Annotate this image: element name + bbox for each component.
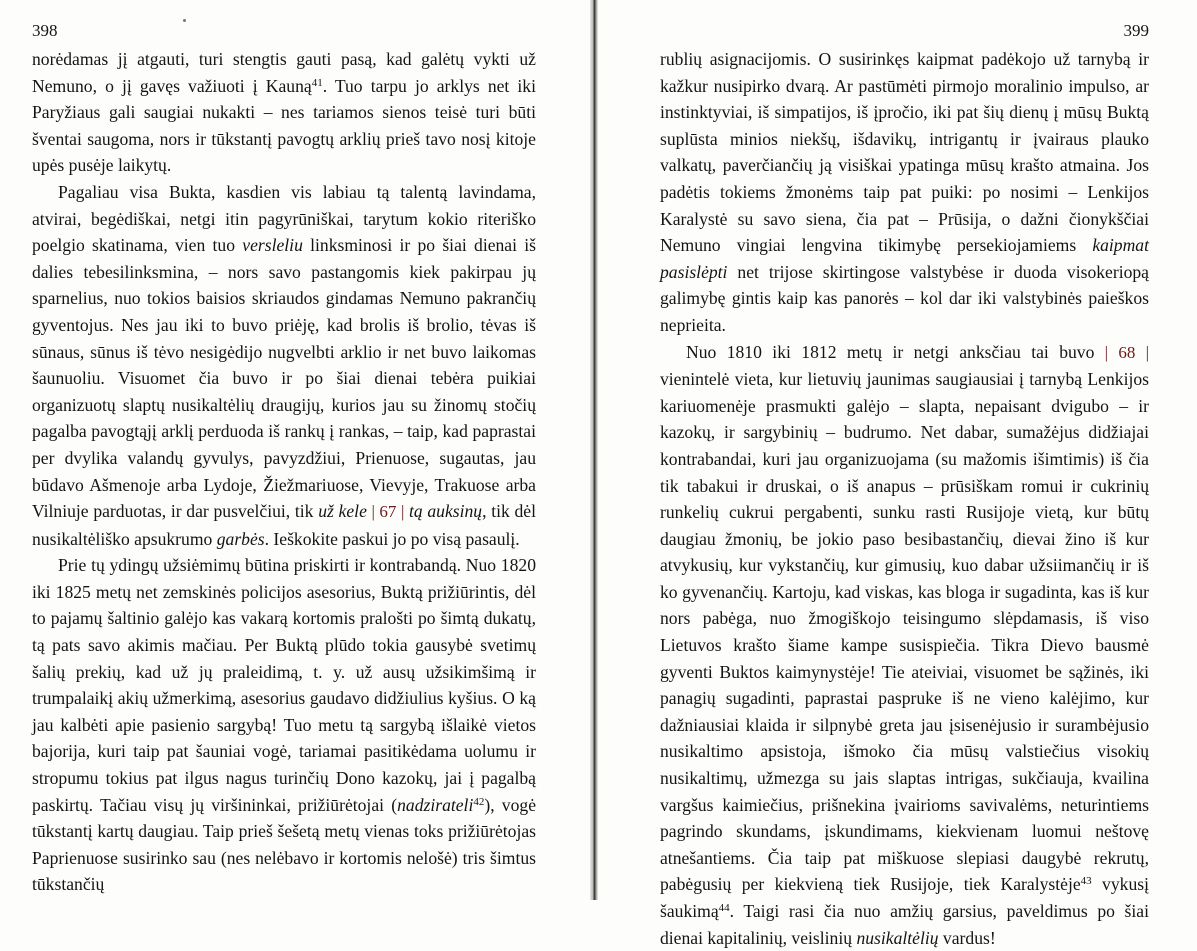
text-run: Nuo 1810 iki 1812 metų ir netgi anksčiau tai buvo (686, 341, 1095, 362)
paragraph (32, 46, 536, 179)
italic-term: už kele (318, 501, 367, 522)
italic-term: kaipmat pasislėpti (660, 235, 1149, 282)
italic-term: garbės (216, 528, 265, 549)
book-gutter (590, 0, 598, 900)
text-run: rublių asignacijomis. O susirinkęs kaipmat padėkojo už tarnybą ir kažkur nusipirko dvarą. Ar pastūmėti pirmojo moralinio impulso, ar instinktyviai, iš simpatijos, iš įpročio, iki pat šių dienų į mūsų Buktą suplūsta minios niekšų, išdavikų, intrigantų ir įvairaus plauko valkatų, paverčiančių ją visiškai ypatinga mūsų krašto atmaina. Jos padėtis tokiems žmonėms taip pat puiki: po nosimi – Lenkijos Karalystė su savo siena, čia pat – Prūsija, o dažni čionykščiai Nemuno vingiai lengvina tikimybę persekiojamiems (660, 49, 1149, 256)
text-run: vienintelė vieta, kur lietuvių jaunimas saugiausiai į tarnybą Lenkijos kariuomenėje prasmukti galėjo – slapta, nepaisant dvigubo – ir kazokų, ir sargybinių – budrumo. Net dabar, sumažėjus didžiajai kontrabandai, kuri jau organizuojama (su mažomis išimtimis) iš čia tik tabakui ir druskai, o iš anapus – prūsiškam romui ir cukrinių runkelių cukrui pergabenti, sunku rasti Rusijoje vietą, kur būtų daugiau žmonių, be jokio paso besibastančių, dievai žino iš kur atvykusių, kur vykstančių, kur gimusių, kuo dabar užsiimančių ir iš ko gyvenančių. Kartoju, kad viskas, kas bloga ir sugadinta, kas iš kur nors pabėga, nuo žmogiškojo teisingumo slėpdamasis, iš viso Lietuvos krašto šiame kampe susispiečia. Tikra Dievo bausmė gyventi Buktos kaimynystėje! Tie ateiviai, visuomet be sąžinės, iki panagių sugadinti, paprastai paspruke iš ne vieno kalėjimo, kur dažniausiai klaida ir silpnybė greta jau įsisenėjusio ir surambėjusio nusikaltimo apsistoja, išmoko čia mūsų valstiečius visokių nusikaltimų, užmezga su jais slaptas intrigas, sukčiauja, kvailina vargšus kaimiečius, prišnekina įvairioms savivalėms, neturintiems pagrindo skundams, įskundimams, kiekvienam luomui neštovę atnešantiems. Čia taip pat miškuose slepiasi daugybė rekrutų, pabėgusių per kiekvieną tiek Rusijoje, tiek Karalystėje (660, 369, 1149, 895)
text-run: net trijose skirtingose valstybėse ir duoda visokeriopą galimybę gintis kaip kas panorės – kol dar iki valstybinės paieškos neprieita. (660, 261, 1149, 335)
text-run: vardus! (938, 927, 996, 948)
original-page-marker: | 68 | (1094, 342, 1150, 362)
footnote-ref: 41 (311, 76, 323, 89)
text-run: linksminosi ir po šiai dienai iš dalies tebesilinksmina, – nors savo pastangomis kiek pakirpau jų sparnelius, nuo tokios baisios skriaudos gindamas Nemuno pakrančių gyventojus. Nes jau iki to buvo priėję, kad brolis iš brolio, tėvas iš sūnaus, sūnus iš tėvo nesigėdijo nugvelbti arklio ir net buvo laikomas šaunuoliu. Visuomet čia buvo ir po šiai dienai tebėra puikiai organizuotų slaptų nusikaltėlių draugijų, kurios jau su žinomų stočių pagalba pavogtąjį arklį perduoda iš rankų į rankas, – taip, kad paprastai per dvylika valandų gyvulys, pavyzdžiui, Prienuose, sugautas, jau būdavo Ašmenoje arba Lydoje, Žiežmariuose, Vievyje, Trakuose arba Vilniuje parduotas, ir dar pusvelčiui, tik (32, 235, 536, 522)
paragraph (660, 46, 1149, 339)
print-speck (183, 19, 186, 22)
paragraph (32, 552, 536, 898)
italic-term: tą auksinų (408, 501, 483, 522)
page-number-left: 398 (32, 21, 58, 40)
italic-term: nadzirateli (397, 794, 474, 815)
text-run: . Tuo tarpu jo arklys net iki Paryžiaus gali saugiai nukakti – nes tariamos sienos teisė turi būti šventai saugoma, nors ir tūkstantį pavogtų arklių prieš tavo nosį kitoje upės pusėje laikytų. (32, 75, 536, 176)
text-run: vykusį šaukimą (660, 874, 1149, 921)
paragraph (660, 339, 1149, 951)
footnote-ref: 42 (473, 795, 485, 808)
text-run: Prie tų ydingų užsiėmimų būtina priskirti ir kontrabandą. Nuo 1820 iki 1825 metų net zemskinės policijos asesorius, Buktą prižiūrintis, dėl to pajamų šaltinio galėjo kas vakarą kortomis pralošti po šimtą dukatų, tą pats savo akimis mačiau. Per Buktą plūdo tokia gausybė svetimų šalių prekių, kad už jų praleidimą, t. y. už ausų užsikimšimą ir trumpalaikį akių užmerkimą, asesorius gaudavo didžiulius kyšius. O ką jau kalbėti apie pasienio sargybą! Tuo metu tą sargybą išlaikė vietos bajorija, kuri taip pat šauniai vogė, tariamai pasitikėdama uolumu ir stropumu tokius pat ilgus nagus turinčių Dono kazokų, jai į pagalbą paskirtų. Tačiau visų jų viršininkai, prižiūrėtojai ( (32, 555, 536, 815)
text-run: Pagaliau visa Bukta, kasdien vis labiau tą talentą lavindama, atvirai, begėdiškai, netgi itin pagyrūniškai, tarytum kokio riteriško poelgio skatinama, vien tuo (32, 181, 536, 256)
text-run: norėdamas jį atgauti, turi stengtis gauti pasą, kad galėtų vykti už Nemuno, o jį gavęs važiuoti į Kauną (32, 49, 536, 96)
footnote-ref: 43 (1080, 875, 1092, 888)
page-number-right: 399 (1123, 21, 1149, 40)
paragraph (32, 179, 536, 552)
italic-term: nusikaltėlių (856, 927, 939, 948)
text-run: ), vogė tūkstantį kartų daugiau. Taip prieš šešetą metų vienas toks prižiūrėtojas Paprienuose susirinko sau (nes nelėbavo ir kortomis nelošė) tris šimtus tūkstančių (32, 794, 536, 895)
right-page-text (660, 46, 1149, 951)
italic-term: versleliu (242, 235, 303, 256)
text-run: . Taigi rasi čia nuo amžių garsius, paveldimus po šiai dienai kapitalinių, veislinių (660, 901, 1149, 948)
left-page-text (32, 46, 536, 898)
text-run: , tik dėl nusikaltėliško apsukrumo (32, 501, 537, 549)
text-run: . Ieškokite paskui jo po visą pasaulį. (264, 528, 520, 549)
original-page-marker: | 67 | (366, 502, 409, 522)
left-page (0, 0, 590, 900)
right-page (598, 0, 1197, 948)
footnote-ref: 44 (718, 902, 730, 914)
